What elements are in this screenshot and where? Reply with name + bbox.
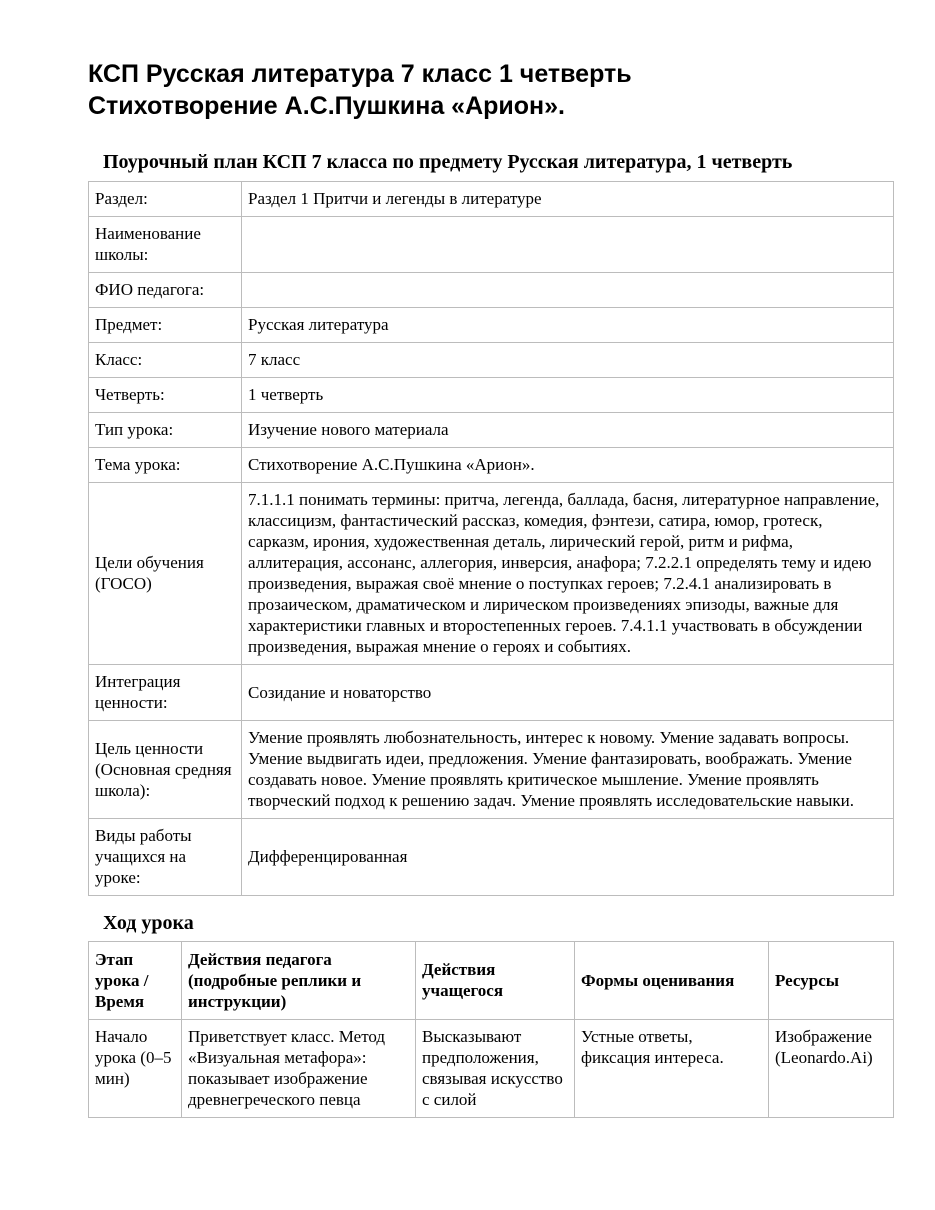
document-title bbox=[88, 58, 892, 122]
row-value bbox=[242, 273, 894, 308]
table-row bbox=[89, 182, 894, 217]
lesson-flow-table bbox=[88, 941, 894, 1118]
row-value: Умение проявлять любознательность, интерес к новому. Умение задавать вопросы. Умение выдвигать идеи, предложения. Умение фантазировать, воображать. Умение создавать новое. Умение проявлять критическое мышление. Умение проявлять творческий подход к решению задач. Умение проявлять исследовательские навыки. bbox=[242, 721, 894, 819]
row-label: Четверть: bbox=[89, 378, 242, 413]
row-value: Дифференцированная bbox=[242, 819, 894, 896]
row-label: Тип урока: bbox=[89, 413, 242, 448]
row-value: Раздел 1 Притчи и легенды в литературе bbox=[242, 182, 894, 217]
row-label: Раздел: bbox=[89, 182, 242, 217]
document-title-line-1: КСП Русская литература 7 класс 1 четверть bbox=[88, 60, 632, 88]
table-row bbox=[89, 413, 894, 448]
cell-student: Высказывают предположения, связывая искусство с силой bbox=[416, 1020, 575, 1118]
column-header-teacher: Действия педагога (подробные реплики и инструкции) bbox=[182, 942, 416, 1020]
row-label: Цели обучения (ГОСО) bbox=[89, 483, 242, 665]
column-header-resources: Ресурсы bbox=[769, 942, 894, 1020]
table-row bbox=[89, 819, 894, 896]
table-row bbox=[89, 343, 894, 378]
row-label: Наименование школы: bbox=[89, 217, 242, 273]
cell-teacher: Приветствует класс. Метод «Визуальная метафора»: показывает изображение древнегреческого певца bbox=[182, 1020, 416, 1118]
table-row bbox=[89, 721, 894, 819]
document-page bbox=[88, 58, 892, 1118]
column-header-assessment: Формы оценивания bbox=[575, 942, 769, 1020]
table-row bbox=[89, 273, 894, 308]
table-row bbox=[89, 308, 894, 343]
row-value: Русская литература bbox=[242, 308, 894, 343]
row-label: Предмет: bbox=[89, 308, 242, 343]
row-value: Созидание и новаторство bbox=[242, 665, 894, 721]
table-row bbox=[89, 483, 894, 665]
column-header-stage: Этап урока / Время bbox=[89, 942, 182, 1020]
row-value: 7.1.1.1 понимать термины: притча, легенда, баллада, басня, литературное направление, классицизм, фантастический рассказ, комедия, фэнтези, сатира, юмор, гротеск, сарказм, ирония, художественная деталь, лирический герой, ритм и рифма, аллитерация, ассонанс, аллегория, инверсия, анафора; 7.2.2.1 определять тему и идею произведения, выражая своё мнение о поступках героев; 7.2.4.1 анализировать в прозаическом, драматическом и лирическом произведениях эпизоды, важные для характеристики главных и второстепенных героев. 7.4.1.1 участвовать в обсуждении произведения, выражая мнение о героях и событиях. bbox=[242, 483, 894, 665]
column-header-student: Действия учащегося bbox=[416, 942, 575, 1020]
row-label: Тема урока: bbox=[89, 448, 242, 483]
document-title-line-2: Стихотворение А.С.Пушкина «Арион». bbox=[88, 92, 566, 120]
table-header-row bbox=[89, 942, 894, 1020]
plan-heading: Поурочный план КСП 7 класса по предмету Русская литература, 1 четверть bbox=[103, 151, 793, 173]
row-label: Виды работы учащихся на уроке: bbox=[89, 819, 242, 896]
row-value: 1 четверть bbox=[242, 378, 894, 413]
lesson-plan-table bbox=[88, 181, 894, 896]
table-row bbox=[89, 1020, 894, 1118]
row-value: 7 класс bbox=[242, 343, 894, 378]
row-value: Изучение нового материала bbox=[242, 413, 894, 448]
cell-resources: Изображение (Leonardo.Ai) bbox=[769, 1020, 894, 1118]
table-row bbox=[89, 448, 894, 483]
row-value: Стихотворение А.С.Пушкина «Арион». bbox=[242, 448, 894, 483]
row-value bbox=[242, 217, 894, 273]
row-label: Цель ценности (Основная средняя школа): bbox=[89, 721, 242, 819]
row-label: Класс: bbox=[89, 343, 242, 378]
row-label: Интеграция ценности: bbox=[89, 665, 242, 721]
table-row bbox=[89, 217, 894, 273]
row-label: ФИО педагога: bbox=[89, 273, 242, 308]
cell-stage: Начало урока (0–5 мин) bbox=[89, 1020, 182, 1118]
table-row bbox=[89, 378, 894, 413]
lesson-heading: Ход урока bbox=[103, 912, 194, 934]
cell-assessment: Устные ответы, фиксация интереса. bbox=[575, 1020, 769, 1118]
table-row bbox=[89, 665, 894, 721]
